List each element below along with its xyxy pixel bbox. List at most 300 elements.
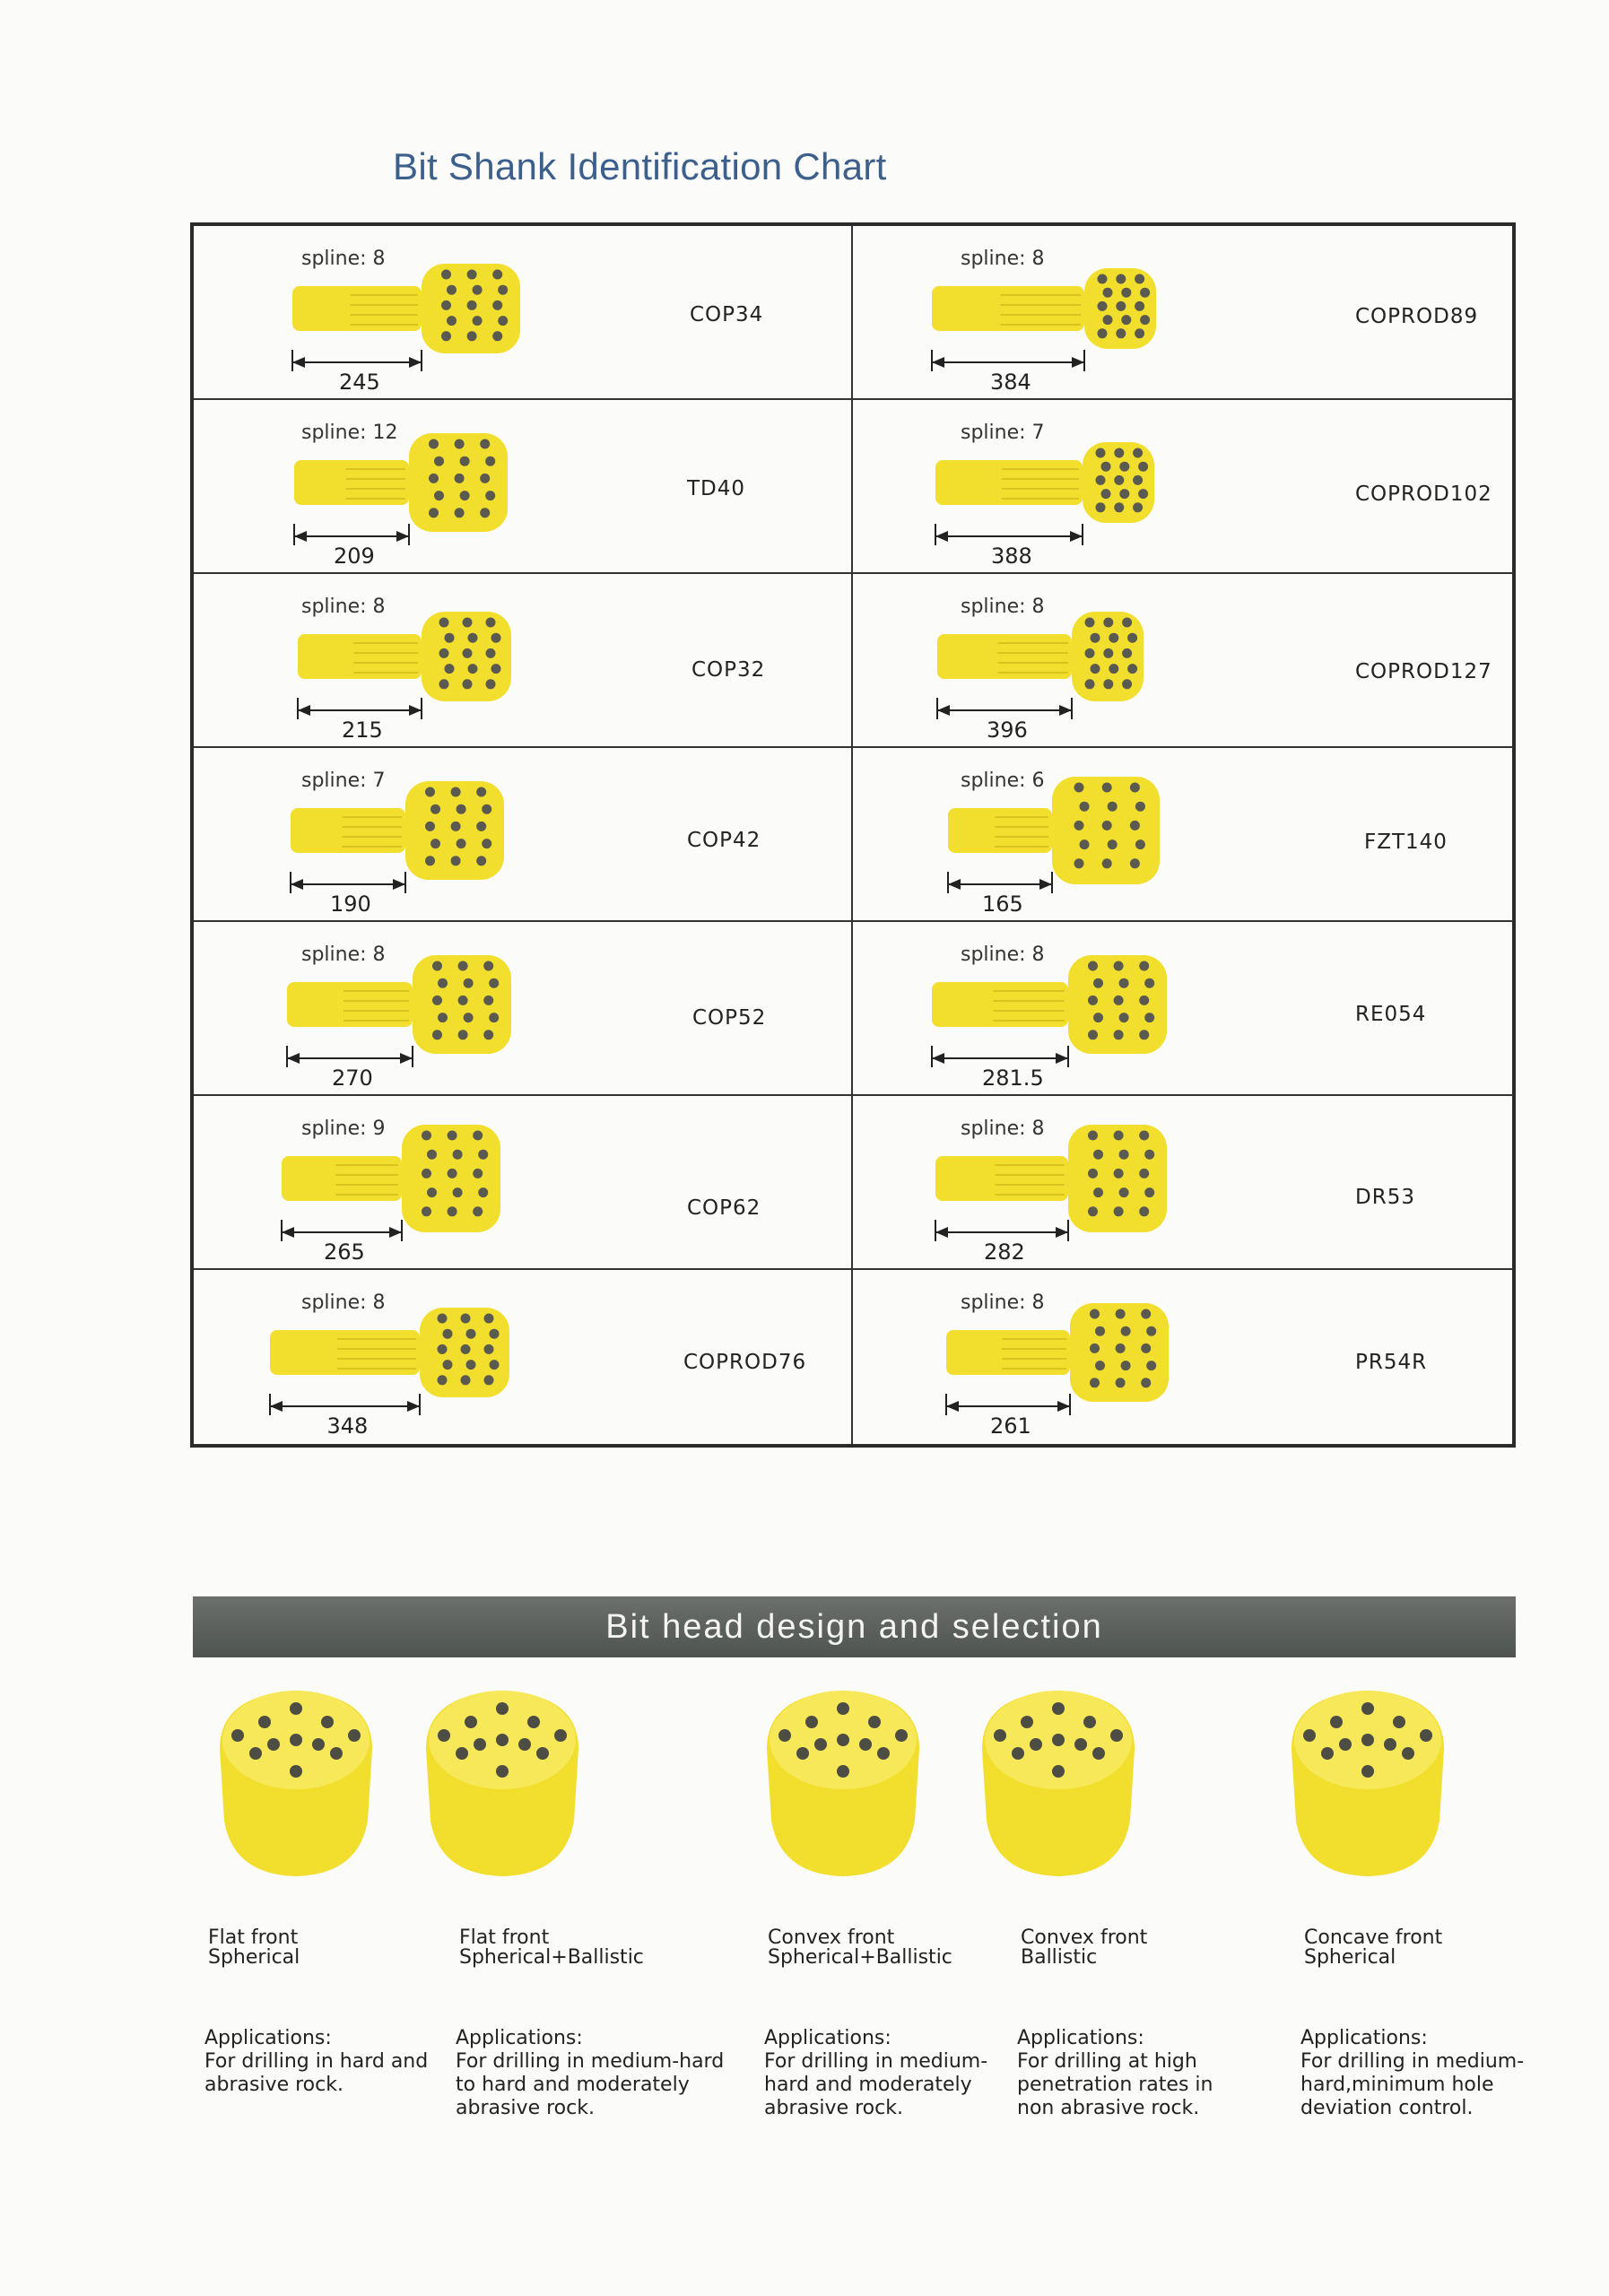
carbide-button — [1085, 618, 1095, 628]
bit-head-button-type: Ballistic — [1021, 1946, 1098, 1969]
carbide-button — [1119, 462, 1129, 472]
carbide-button — [483, 996, 493, 1005]
carbide-button — [455, 474, 465, 483]
shank-length: 348 — [326, 1413, 369, 1439]
bit-head-illustration — [202, 1668, 390, 1883]
carbide-button — [1119, 1013, 1129, 1022]
applications-text: abrasive rock. — [204, 2074, 344, 2096]
carbide-button — [429, 508, 439, 517]
carbide-button — [448, 1206, 457, 1216]
carbide-button — [1090, 1378, 1100, 1387]
carbide-button — [1141, 1344, 1151, 1353]
model-name: COP62 — [687, 1196, 761, 1220]
carbide-button — [425, 856, 435, 865]
applications-text: abrasive rock. — [456, 2097, 595, 2119]
page-title: Bit Shank Identification Chart — [393, 145, 887, 187]
carbide-button — [1122, 648, 1132, 658]
carbide-button — [1135, 802, 1145, 812]
arrow-right-icon — [409, 705, 422, 716]
carbide-button — [467, 300, 477, 310]
carbide-button — [1127, 633, 1137, 643]
carbide-button — [1116, 274, 1126, 284]
carbide-button — [460, 457, 470, 466]
carbide-button — [814, 1738, 827, 1751]
shank-length: 282 — [984, 1239, 1025, 1265]
carbide-button — [1088, 1169, 1098, 1178]
carbide-button — [483, 1030, 493, 1039]
carbide-button — [439, 648, 449, 658]
carbide-button — [290, 1734, 302, 1746]
carbide-button — [1030, 1738, 1042, 1751]
carbide-button — [429, 439, 439, 449]
arrow-right-icon — [407, 1401, 420, 1412]
arrow-left-icon — [292, 357, 305, 368]
model-name: COP34 — [690, 303, 764, 326]
carbide-button — [1114, 1169, 1124, 1178]
carbide-button — [1103, 618, 1113, 628]
spline-count: spline: 8 — [301, 944, 386, 966]
carbide-button — [448, 1169, 457, 1178]
shank-cell — [853, 574, 1512, 748]
arrow-right-icon — [400, 1053, 413, 1064]
carbide-button — [466, 1360, 476, 1370]
carbide-button — [1093, 978, 1103, 988]
carbide-button — [1116, 1378, 1126, 1387]
bit-head-applications — [204, 2027, 428, 2097]
carbide-button — [1098, 301, 1108, 311]
shank-cell — [853, 226, 1512, 400]
bit-head-front-shape: Convex front — [1021, 1926, 1148, 1949]
carbide-button — [1393, 1716, 1405, 1728]
carbide-button — [1130, 783, 1140, 793]
spline-count: spline: 8 — [301, 596, 386, 618]
carbide-button — [1096, 448, 1106, 458]
carbide-button — [1114, 1030, 1124, 1039]
carbide-button — [438, 1314, 448, 1324]
carbide-button — [1146, 1326, 1156, 1336]
bit-head-illustration — [1274, 1668, 1462, 1883]
carbide-button — [461, 1344, 471, 1354]
shank-cell — [194, 748, 853, 922]
bit-head-front-shape: Concave front — [1304, 1926, 1443, 1949]
carbide-button — [1102, 858, 1112, 868]
carbide-button — [447, 285, 457, 295]
applications-text: For drilling in hard and — [204, 2050, 429, 2073]
carbide-button — [478, 1187, 488, 1197]
carbide-button — [1088, 1131, 1098, 1141]
model-name: RE054 — [1355, 1003, 1427, 1026]
carbide-button — [1110, 1729, 1123, 1742]
carbide-button — [1092, 1747, 1105, 1760]
carbide-button — [1135, 839, 1145, 849]
carbide-button — [443, 1329, 453, 1339]
carbide-button — [267, 1738, 280, 1751]
bit-head-front-shape: Flat front — [459, 1926, 550, 1949]
drill-bit-illustration — [853, 1096, 1514, 1269]
carbide-button — [536, 1747, 549, 1760]
arrow-right-icon — [389, 1227, 402, 1238]
carbide-button — [1119, 489, 1129, 499]
bit-head-type — [1304, 1928, 1442, 1968]
bit-head-button-type: Spherical — [208, 1946, 300, 1969]
spline-count: spline: 6 — [961, 770, 1045, 792]
carbide-button — [1116, 1309, 1126, 1319]
bit-head-applications — [1300, 2027, 1524, 2120]
carbide-button — [490, 1329, 500, 1339]
carbide-button — [1130, 821, 1140, 831]
carbide-button — [1330, 1716, 1343, 1728]
carbide-button — [1141, 1378, 1151, 1387]
shank-length: 384 — [990, 370, 1031, 395]
carbide-button — [805, 1716, 818, 1728]
shank-cell — [853, 748, 1512, 922]
carbide-button — [429, 474, 439, 483]
bit-head-type — [768, 1928, 952, 1968]
carbide-button — [427, 1150, 437, 1160]
carbide-button — [455, 508, 465, 517]
carbide-button — [463, 648, 473, 658]
carbide-button — [1114, 475, 1124, 485]
shank-cell — [853, 1096, 1512, 1270]
carbide-button — [438, 1375, 448, 1385]
carbide-button — [1138, 462, 1148, 472]
carbide-button — [1096, 502, 1106, 512]
carbide-button — [1052, 1734, 1065, 1746]
carbide-button — [474, 1738, 486, 1751]
carbide-button — [492, 331, 502, 341]
bit-head-gallery — [0, 1668, 1609, 2119]
carbide-button — [1052, 1765, 1065, 1778]
carbide-button — [1093, 1150, 1103, 1160]
shank-length: 209 — [334, 544, 375, 569]
carbide-button — [460, 491, 470, 500]
carbide-button — [451, 856, 461, 865]
carbide-button — [498, 285, 508, 295]
carbide-button — [290, 1765, 302, 1778]
carbide-button — [1085, 679, 1095, 689]
carbide-button — [485, 457, 495, 466]
arrow-left-icon — [298, 705, 310, 716]
carbide-button — [438, 1729, 450, 1742]
carbide-button — [1135, 301, 1144, 311]
shank-length: 396 — [987, 718, 1028, 743]
carbide-button — [1080, 839, 1090, 849]
carbide-button — [461, 1314, 471, 1324]
arrow-right-icon — [1039, 879, 1052, 890]
carbide-button — [1114, 996, 1124, 1005]
arrow-left-icon — [291, 879, 303, 890]
shank-length: 245 — [339, 370, 380, 395]
spline-count: spline: 9 — [301, 1118, 386, 1140]
carbide-button — [1085, 648, 1095, 658]
carbide-button — [455, 439, 465, 449]
carbide-button — [1141, 1309, 1151, 1319]
carbide-button — [457, 804, 466, 814]
carbide-button — [837, 1734, 849, 1746]
arrow-right-icon — [409, 357, 422, 368]
carbide-button — [439, 679, 449, 689]
carbide-button — [1119, 978, 1129, 988]
drill-bit-illustration — [194, 1096, 855, 1269]
carbide-button — [868, 1716, 881, 1728]
carbide-button — [441, 300, 451, 310]
carbide-button — [484, 1344, 494, 1354]
carbide-button — [486, 618, 496, 628]
carbide-button — [1095, 1326, 1105, 1336]
carbide-button — [1074, 858, 1084, 868]
bit-head-section-header: Bit head design and selection — [193, 1596, 1516, 1657]
carbide-button — [518, 1738, 531, 1751]
carbide-button — [1088, 1206, 1098, 1216]
model-name: TD40 — [687, 477, 746, 500]
carbide-button — [1119, 1187, 1129, 1197]
carbide-button — [1130, 858, 1140, 868]
carbide-button — [1096, 475, 1106, 485]
carbide-button — [1088, 1030, 1098, 1039]
carbide-button — [1133, 502, 1143, 512]
carbide-button — [453, 1187, 463, 1197]
spline-count: spline: 8 — [301, 1292, 386, 1314]
carbide-button — [1116, 1344, 1126, 1353]
carbide-button — [492, 300, 502, 310]
carbide-button — [434, 457, 444, 466]
applications-text: For drilling in medium- — [1300, 2050, 1525, 2073]
carbide-button — [1103, 679, 1113, 689]
applications-text: to hard and moderately — [456, 2074, 690, 2096]
carbide-button — [478, 1150, 488, 1160]
spline-count: spline: 8 — [961, 944, 1045, 966]
bit-head-type — [1021, 1928, 1147, 1968]
carbide-button — [1021, 1716, 1033, 1728]
carbide-button — [1052, 1702, 1065, 1715]
bit-head-button-type: Spherical — [1304, 1946, 1396, 1969]
bit-head-type — [208, 1928, 300, 1968]
model-name: COP52 — [692, 1006, 767, 1030]
arrow-left-icon — [287, 1053, 300, 1064]
applications-text: abrasive rock. — [764, 2097, 903, 2119]
carbide-button — [473, 1131, 483, 1141]
carbide-button — [1080, 802, 1090, 812]
applications-text: hard and moderately — [764, 2074, 972, 2096]
carbide-button — [496, 1702, 509, 1715]
carbide-button — [458, 996, 468, 1005]
carbide-button — [1139, 1131, 1149, 1141]
carbide-button — [490, 1360, 500, 1370]
carbide-button — [439, 618, 449, 628]
carbide-button — [486, 648, 496, 658]
arrow-right-icon — [393, 879, 405, 890]
arrow-left-icon — [948, 879, 961, 890]
carbide-button — [438, 1344, 448, 1354]
carbide-button — [432, 1030, 442, 1039]
carbide-button — [1121, 315, 1131, 325]
carbide-button — [321, 1716, 334, 1728]
carbide-button — [1109, 633, 1118, 643]
carbide-button — [1114, 448, 1124, 458]
carbide-button — [1091, 633, 1100, 643]
shank-cell — [194, 922, 853, 1096]
applications-label: Applications: — [1017, 2027, 1144, 2049]
carbide-button — [1114, 1131, 1124, 1141]
carbide-button — [1139, 961, 1149, 971]
carbide-button — [1121, 1361, 1131, 1370]
carbide-button — [796, 1747, 809, 1760]
carbide-button — [1116, 301, 1126, 311]
spline-count: spline: 7 — [301, 770, 386, 792]
carbide-button — [1140, 288, 1150, 298]
carbide-button — [465, 1716, 477, 1728]
shank-length: 261 — [990, 1413, 1031, 1439]
carbide-button — [1114, 1206, 1124, 1216]
arrow-right-icon — [1056, 1227, 1068, 1238]
model-name: COP32 — [691, 658, 766, 682]
model-name: COPROD127 — [1355, 660, 1492, 683]
carbide-button — [451, 787, 461, 797]
shank-cell — [853, 400, 1512, 574]
shank-cell — [194, 1270, 853, 1444]
arrow-left-icon — [935, 1227, 948, 1238]
shank-length: 165 — [982, 891, 1023, 917]
shank-cell — [194, 400, 853, 574]
arrow-right-icon — [1056, 1053, 1068, 1064]
carbide-button — [1119, 1150, 1129, 1160]
carbide-button — [1133, 475, 1143, 485]
carbide-button — [1074, 1738, 1087, 1751]
bit-head-button-type: Spherical+Ballistic — [768, 1946, 952, 1969]
carbide-button — [431, 804, 440, 814]
carbide-button — [1103, 288, 1113, 298]
carbide-button — [1140, 315, 1150, 325]
carbide-button — [441, 270, 451, 280]
carbide-button — [1361, 1734, 1374, 1746]
shank-length: 215 — [342, 718, 383, 743]
carbide-button — [1139, 1030, 1149, 1039]
carbide-button — [422, 1131, 431, 1141]
carbide-button — [489, 978, 499, 988]
carbide-button — [1135, 274, 1144, 284]
carbide-button — [467, 331, 477, 341]
shank-cell — [194, 1096, 853, 1270]
carbide-button — [1122, 679, 1132, 689]
applications-label: Applications: — [1300, 2027, 1428, 2049]
carbide-button — [1122, 618, 1132, 628]
shank-length: 270 — [332, 1065, 373, 1091]
carbide-button — [448, 1131, 457, 1141]
carbide-button — [1090, 1344, 1100, 1353]
carbide-button — [473, 1169, 483, 1178]
carbide-button — [458, 1030, 468, 1039]
carbide-button — [1144, 1187, 1154, 1197]
carbide-button — [1093, 1013, 1103, 1022]
carbide-button — [290, 1702, 302, 1715]
carbide-button — [258, 1716, 271, 1728]
carbide-button — [484, 1375, 494, 1385]
bit-head-illustration — [408, 1668, 596, 1883]
carbide-button — [778, 1729, 791, 1742]
bit-head-illustration — [964, 1668, 1152, 1883]
carbide-button — [1139, 1206, 1149, 1216]
carbide-button — [994, 1729, 1006, 1742]
shank-cell — [853, 922, 1512, 1096]
carbide-button — [1091, 664, 1100, 674]
carbide-button — [466, 1329, 476, 1339]
carbide-button — [443, 1360, 453, 1370]
carbide-button — [463, 618, 473, 628]
spline-count: spline: 7 — [961, 422, 1045, 444]
carbide-button — [1420, 1729, 1432, 1742]
carbide-button — [425, 787, 435, 797]
bit-head-button-type: Spherical+Ballistic — [459, 1946, 644, 1969]
shank-cell — [853, 1270, 1512, 1444]
carbide-button — [476, 856, 486, 865]
model-name: DR53 — [1355, 1186, 1415, 1209]
carbide-button — [1361, 1765, 1374, 1778]
carbide-button — [348, 1729, 361, 1742]
carbide-button — [1088, 996, 1098, 1005]
carbide-button — [422, 1169, 431, 1178]
carbide-button — [482, 839, 491, 848]
carbide-button — [1121, 288, 1131, 298]
drill-bit-illustration — [194, 400, 855, 573]
carbide-button — [527, 1716, 540, 1728]
shank-length: 265 — [324, 1239, 365, 1265]
carbide-button — [877, 1747, 890, 1760]
carbide-button — [453, 1150, 463, 1160]
carbide-button — [482, 804, 491, 814]
carbide-button — [1108, 802, 1118, 812]
carbide-button — [1339, 1738, 1352, 1751]
bit-head-applications — [1017, 2027, 1213, 2120]
carbide-button — [464, 978, 474, 988]
shank-length: 281.5 — [982, 1065, 1044, 1091]
carbide-button — [1121, 1326, 1131, 1336]
carbide-button — [1361, 1702, 1374, 1715]
carbide-button — [1102, 821, 1112, 831]
arrow-left-icon — [932, 357, 944, 368]
carbide-button — [1109, 664, 1118, 674]
spline-count: spline: 8 — [961, 248, 1045, 270]
carbide-button — [467, 270, 477, 280]
model-name: FZT140 — [1364, 831, 1448, 854]
carbide-button — [1074, 783, 1084, 793]
model-name: COPROD76 — [683, 1351, 807, 1374]
carbide-button — [434, 491, 444, 500]
carbide-button — [463, 679, 473, 689]
carbide-button — [461, 1375, 471, 1385]
carbide-button — [464, 1013, 474, 1022]
carbide-button — [1093, 1187, 1103, 1197]
carbide-button — [496, 1734, 509, 1746]
carbide-button — [1139, 1169, 1149, 1178]
spline-count: spline: 8 — [301, 248, 386, 270]
carbide-button — [1144, 1150, 1154, 1160]
carbide-button — [1402, 1747, 1414, 1760]
arrow-left-icon — [294, 531, 307, 542]
applications-label: Applications: — [456, 2027, 583, 2049]
carbide-button — [491, 633, 501, 643]
carbide-button — [491, 664, 501, 674]
carbide-button — [1103, 315, 1113, 325]
arrow-right-icon — [1059, 705, 1072, 716]
carbide-button — [473, 316, 483, 326]
carbide-button — [1114, 961, 1124, 971]
bit-head-front-shape: Convex front — [768, 1926, 895, 1949]
arrow-right-icon — [1057, 1401, 1070, 1412]
carbide-button — [859, 1738, 872, 1751]
carbide-button — [330, 1747, 343, 1760]
carbide-button — [445, 664, 455, 674]
carbide-button — [1116, 328, 1126, 338]
